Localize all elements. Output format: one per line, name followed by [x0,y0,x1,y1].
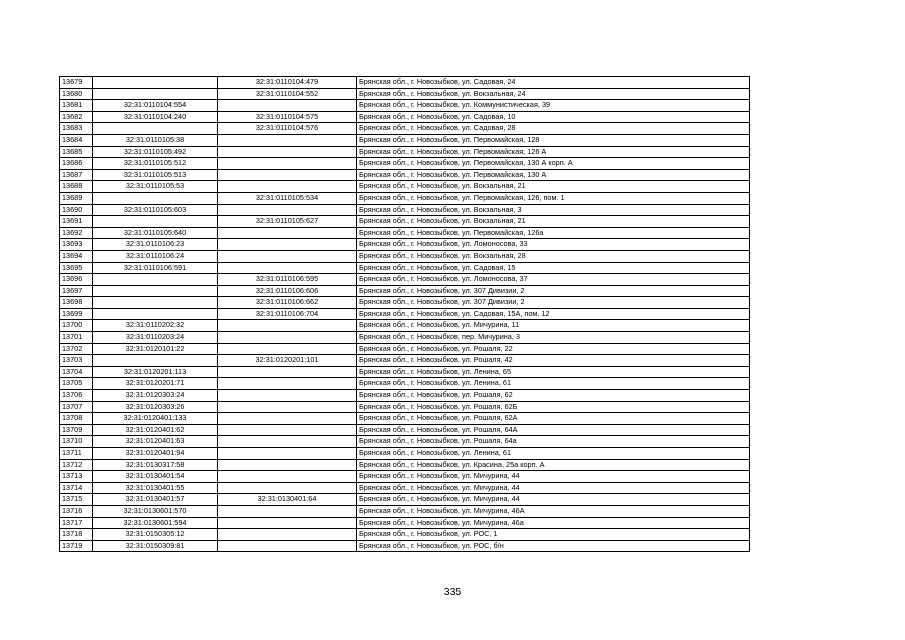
row-number-cell: 13679 [60,77,93,89]
building-cadastral-number-cell: 32:31:0110106:606 [218,285,357,297]
table-row [60,239,750,251]
row-number-cell: 13698 [60,297,93,309]
land-cadastral-number-cell [93,192,218,204]
building-cadastral-number-cell [218,134,357,146]
row-number-cell: 13717 [60,517,93,529]
building-cadastral-number-cell [218,401,357,413]
row-number-cell: 13695 [60,262,93,274]
building-cadastral-number-cell: 32:31:0110104:479 [218,77,357,89]
building-cadastral-number-cell [218,471,357,483]
address-cell: Брянская обл., г. Новозыбков, ул. Мичурина, 44 [357,471,750,483]
land-cadastral-number-cell: 32:31:0120401:62 [93,424,218,436]
address-cell: Брянская обл., г. Новозыбков, ул. Ленина, 65 [357,366,750,378]
land-cadastral-number-cell: 32:31:0110104:240 [93,111,218,123]
building-cadastral-number-cell [218,413,357,425]
land-cadastral-number-cell: 32:31:0130601:570 [93,505,218,517]
row-number-cell: 13687 [60,169,93,181]
address-cell: Брянская обл., г. Новозыбков, ул. Вокзальная, 24 [357,88,750,100]
land-cadastral-number-cell: 32:31:0130317:58 [93,459,218,471]
address-cell: Брянская обл., г. Новозыбков, ул. РОС, б/н [357,540,750,552]
address-cell: Брянская обл., г. Новозыбков, ул. Садовая, 28 [357,123,750,135]
building-cadastral-number-cell [218,320,357,332]
row-number-cell: 13701 [60,332,93,344]
row-number-cell: 13689 [60,192,93,204]
address-cell: Брянская обл., г. Новозыбков, ул. Вокзальная, 28 [357,250,750,262]
land-cadastral-number-cell: 32:31:0110105:513 [93,169,218,181]
row-number-cell: 13711 [60,448,93,460]
page-number: 335 [443,586,462,598]
row-number-cell: 13699 [60,308,93,320]
table-row [60,355,750,367]
building-cadastral-number-cell [218,332,357,344]
row-number-cell: 13690 [60,204,93,216]
building-cadastral-number-cell [218,239,357,251]
table-row [60,436,750,448]
land-cadastral-number-cell [93,297,218,309]
row-number-cell: 13685 [60,146,93,158]
row-number-cell: 13713 [60,471,93,483]
land-cadastral-number-cell: 32:31:0120201:71 [93,378,218,390]
land-cadastral-number-cell: 32:31:0110106:24 [93,250,218,262]
building-cadastral-number-cell [218,436,357,448]
address-cell: Брянская обл., г. Новозыбков, ул. Мичурина, 46А [357,505,750,517]
table-row [60,285,750,297]
table-row [60,77,750,89]
land-cadastral-number-cell: 32:31:0110203:24 [93,332,218,344]
building-cadastral-number-cell: 32:31:0110104:552 [218,88,357,100]
building-cadastral-number-cell: 32:31:0110106:662 [218,297,357,309]
table-row [60,204,750,216]
row-number-cell: 13682 [60,111,93,123]
address-cell: Брянская обл., г. Новозыбков, ул. Коммунистическая, 39 [357,100,750,112]
table-row [60,424,750,436]
address-cell: Брянская обл., г. Новозыбков, ул. Мичурина, 11 [357,320,750,332]
land-cadastral-number-cell: 32:31:0130401:57 [93,494,218,506]
land-cadastral-number-cell: 32:31:0110202:32 [93,320,218,332]
table-body [60,77,750,552]
land-cadastral-number-cell: 32:31:0110104:554 [93,100,218,112]
table-row [60,482,750,494]
building-cadastral-number-cell [218,158,357,170]
row-number-cell: 13712 [60,459,93,471]
row-number-cell: 13718 [60,529,93,541]
land-cadastral-number-cell: 32:31:0110105:603 [93,204,218,216]
building-cadastral-number-cell [218,366,357,378]
table-row [60,540,750,552]
land-cadastral-number-cell: 32:31:0120101:22 [93,343,218,355]
land-cadastral-number-cell: 32:31:0120401:94 [93,448,218,460]
address-cell: Брянская обл., г. Новозыбков, ул. Ломоносова, 37 [357,274,750,286]
table-row [60,274,750,286]
land-cadastral-number-cell: 32:31:0120303:26 [93,401,218,413]
table-row [60,262,750,274]
building-cadastral-number-cell [218,343,357,355]
table-row [60,123,750,135]
building-cadastral-number-cell [218,448,357,460]
row-number-cell: 13710 [60,436,93,448]
row-number-cell: 13694 [60,250,93,262]
address-cell: Брянская обл., г. Новозыбков, ул. Садовая, 24 [357,77,750,89]
building-cadastral-number-cell [218,169,357,181]
table-row [60,146,750,158]
table-row [60,169,750,181]
building-cadastral-number-cell: 32:31:0120201:101 [218,355,357,367]
address-cell: Брянская обл., г. Новозыбков, ул. Первомайская, 128 [357,134,750,146]
row-number-cell: 13691 [60,216,93,228]
table-row [60,366,750,378]
land-cadastral-number-cell: 32:31:0150305:12 [93,529,218,541]
table-row [60,413,750,425]
land-cadastral-number-cell: 32:31:0120303:24 [93,390,218,402]
address-cell: Брянская обл., г. Новозыбков, ул. Первомайская, 130 А [357,169,750,181]
row-number-cell: 13704 [60,366,93,378]
table-row [60,320,750,332]
building-cadastral-number-cell: 32:31:0110104:576 [218,123,357,135]
address-cell: Брянская обл., г. Новозыбков, ул. Первомайская, 126, пом. 1 [357,192,750,204]
building-cadastral-number-cell [218,227,357,239]
address-cell: Брянская обл., г. Новозыбков, ул. Ленина, 61 [357,448,750,460]
address-cell: Брянская обл., г. Новозыбков, ул. Рошаля, 62 [357,390,750,402]
building-cadastral-number-cell [218,482,357,494]
address-cell: Брянская обл., г. Новозыбков, ул. Мичурина, 44 [357,482,750,494]
address-cell: Брянская обл., г. Новозыбков, ул. 307 Дивизии, 2 [357,285,750,297]
row-number-cell: 13692 [60,227,93,239]
building-cadastral-number-cell [218,181,357,193]
land-cadastral-number-cell [93,77,218,89]
address-cell: Брянская обл., г. Новозыбков, ул. Рошаля, 62Б [357,401,750,413]
address-cell: Брянская обл., г. Новозыбков, ул. Красина, 25а корп. А [357,459,750,471]
land-cadastral-number-cell [93,123,218,135]
building-cadastral-number-cell [218,529,357,541]
table-row [60,529,750,541]
land-cadastral-number-cell [93,88,218,100]
land-cadastral-number-cell: 32:31:0110106:591 [93,262,218,274]
building-cadastral-number-cell: 32:31:0110105:627 [218,216,357,228]
table-row [60,297,750,309]
row-number-cell: 13708 [60,413,93,425]
building-cadastral-number-cell: 32:31:0110104:575 [218,111,357,123]
table-row [60,332,750,344]
row-number-cell: 13681 [60,100,93,112]
land-cadastral-number-cell: 32:31:0110105:53 [93,181,218,193]
land-cadastral-number-cell: 32:31:0130401:55 [93,482,218,494]
table-row [60,401,750,413]
table-row [60,343,750,355]
table-row [60,181,750,193]
building-cadastral-number-cell: 32:31:0110106:595 [218,274,357,286]
land-cadastral-number-cell: 32:31:0110105:492 [93,146,218,158]
address-cell: Брянская обл., г. Новозыбков, ул. Садовая, 15А, пом. 12 [357,308,750,320]
table-row [60,448,750,460]
address-cell: Брянская обл., г. Новозыбков, ул. РОС, 1 [357,529,750,541]
land-cadastral-number-cell: 32:31:0130601:594 [93,517,218,529]
property-register-table [59,76,750,552]
row-number-cell: 13696 [60,274,93,286]
address-cell: Брянская обл., г. Новозыбков, ул. Мичурина, 44 [357,494,750,506]
row-number-cell: 13702 [60,343,93,355]
address-cell: Брянская обл., г. Новозыбков, ул. Рошаля, 42 [357,355,750,367]
land-cadastral-number-cell: 32:31:0110105:38 [93,134,218,146]
building-cadastral-number-cell [218,505,357,517]
table-row [60,227,750,239]
land-cadastral-number-cell: 32:31:0120201:113 [93,366,218,378]
address-cell: Брянская обл., г. Новозыбков, ул. Рошаля, 64А [357,424,750,436]
land-cadastral-number-cell [93,216,218,228]
land-cadastral-number-cell: 32:31:0120401:63 [93,436,218,448]
address-cell: Брянская обл., г. Новозыбков, ул. Мичурина, 46а [357,517,750,529]
row-number-cell: 13716 [60,505,93,517]
building-cadastral-number-cell [218,146,357,158]
land-cadastral-number-cell [93,274,218,286]
address-cell: Брянская обл., г. Новозыбков, ул. Садовая, 10 [357,111,750,123]
row-number-cell: 13700 [60,320,93,332]
land-cadastral-number-cell [93,285,218,297]
row-number-cell: 13707 [60,401,93,413]
table-row [60,216,750,228]
land-cadastral-number-cell: 32:31:0110105:512 [93,158,218,170]
address-cell: Брянская обл., г. Новозыбков, пер. Мичурина, 3 [357,332,750,344]
building-cadastral-number-cell: 32:31:0110106:704 [218,308,357,320]
row-number-cell: 13684 [60,134,93,146]
address-cell: Брянская обл., г. Новозыбков, ул. Ломоносова, 33 [357,239,750,251]
table-row [60,378,750,390]
address-cell: Брянская обл., г. Новозыбков, ул. Рошаля, 22 [357,343,750,355]
building-cadastral-number-cell [218,390,357,402]
row-number-cell: 13693 [60,239,93,251]
row-number-cell: 13705 [60,378,93,390]
building-cadastral-number-cell: 32:31:0130401:64 [218,494,357,506]
row-number-cell: 13703 [60,355,93,367]
row-number-cell: 13714 [60,482,93,494]
table-row [60,494,750,506]
land-cadastral-number-cell: 32:31:0110105:640 [93,227,218,239]
row-number-cell: 13706 [60,390,93,402]
address-cell: Брянская обл., г. Новозыбков, ул. Вокзальная, 21 [357,181,750,193]
table-row [60,192,750,204]
building-cadastral-number-cell [218,100,357,112]
address-cell: Брянская обл., г. Новозыбков, ул. Вокзальная, 3 [357,204,750,216]
table-row [60,158,750,170]
building-cadastral-number-cell [218,250,357,262]
row-number-cell: 13709 [60,424,93,436]
building-cadastral-number-cell [218,378,357,390]
row-number-cell: 13719 [60,540,93,552]
land-cadastral-number-cell: 32:31:0120401:133 [93,413,218,425]
table-row [60,111,750,123]
building-cadastral-number-cell [218,424,357,436]
address-cell: Брянская обл., г. Новозыбков, ул. Рошаля, 62А [357,413,750,425]
land-cadastral-number-cell [93,308,218,320]
building-cadastral-number-cell [218,459,357,471]
table-row [60,390,750,402]
address-cell: Брянская обл., г. Новозыбков, ул. Первомайская, 126 А [357,146,750,158]
address-cell: Брянская обл., г. Новозыбков, ул. Ленина, 61 [357,378,750,390]
land-cadastral-number-cell: 32:31:0150309:81 [93,540,218,552]
building-cadastral-number-cell [218,540,357,552]
table-row [60,505,750,517]
address-cell: Брянская обл., г. Новозыбков, ул. Рошаля, 64а [357,436,750,448]
building-cadastral-number-cell [218,262,357,274]
table-row [60,134,750,146]
table-row [60,250,750,262]
table-row [60,471,750,483]
row-number-cell: 13683 [60,123,93,135]
row-number-cell: 13715 [60,494,93,506]
building-cadastral-number-cell [218,517,357,529]
building-cadastral-number-cell [218,204,357,216]
table-row [60,459,750,471]
address-cell: Брянская обл., г. Новозыбков, ул. Вокзальная, 21 [357,216,750,228]
table-row [60,308,750,320]
address-cell: Брянская обл., г. Новозыбков, ул. Первомайская, 126а [357,227,750,239]
row-number-cell: 13686 [60,158,93,170]
land-cadastral-number-cell [93,355,218,367]
land-cadastral-number-cell: 32:31:0110106:23 [93,239,218,251]
table-row [60,88,750,100]
address-cell: Брянская обл., г. Новозыбков, ул. 307 Дивизии, 2 [357,297,750,309]
table-row [60,517,750,529]
table-row [60,100,750,112]
building-cadastral-number-cell: 32:31:0110105:534 [218,192,357,204]
row-number-cell: 13680 [60,88,93,100]
address-cell: Брянская обл., г. Новозыбков, ул. Первомайская, 130 А корп. А [357,158,750,170]
address-cell: Брянская обл., г. Новозыбков, ул. Садовая, 15 [357,262,750,274]
row-number-cell: 13697 [60,285,93,297]
land-cadastral-number-cell: 32:31:0130401:54 [93,471,218,483]
row-number-cell: 13688 [60,181,93,193]
